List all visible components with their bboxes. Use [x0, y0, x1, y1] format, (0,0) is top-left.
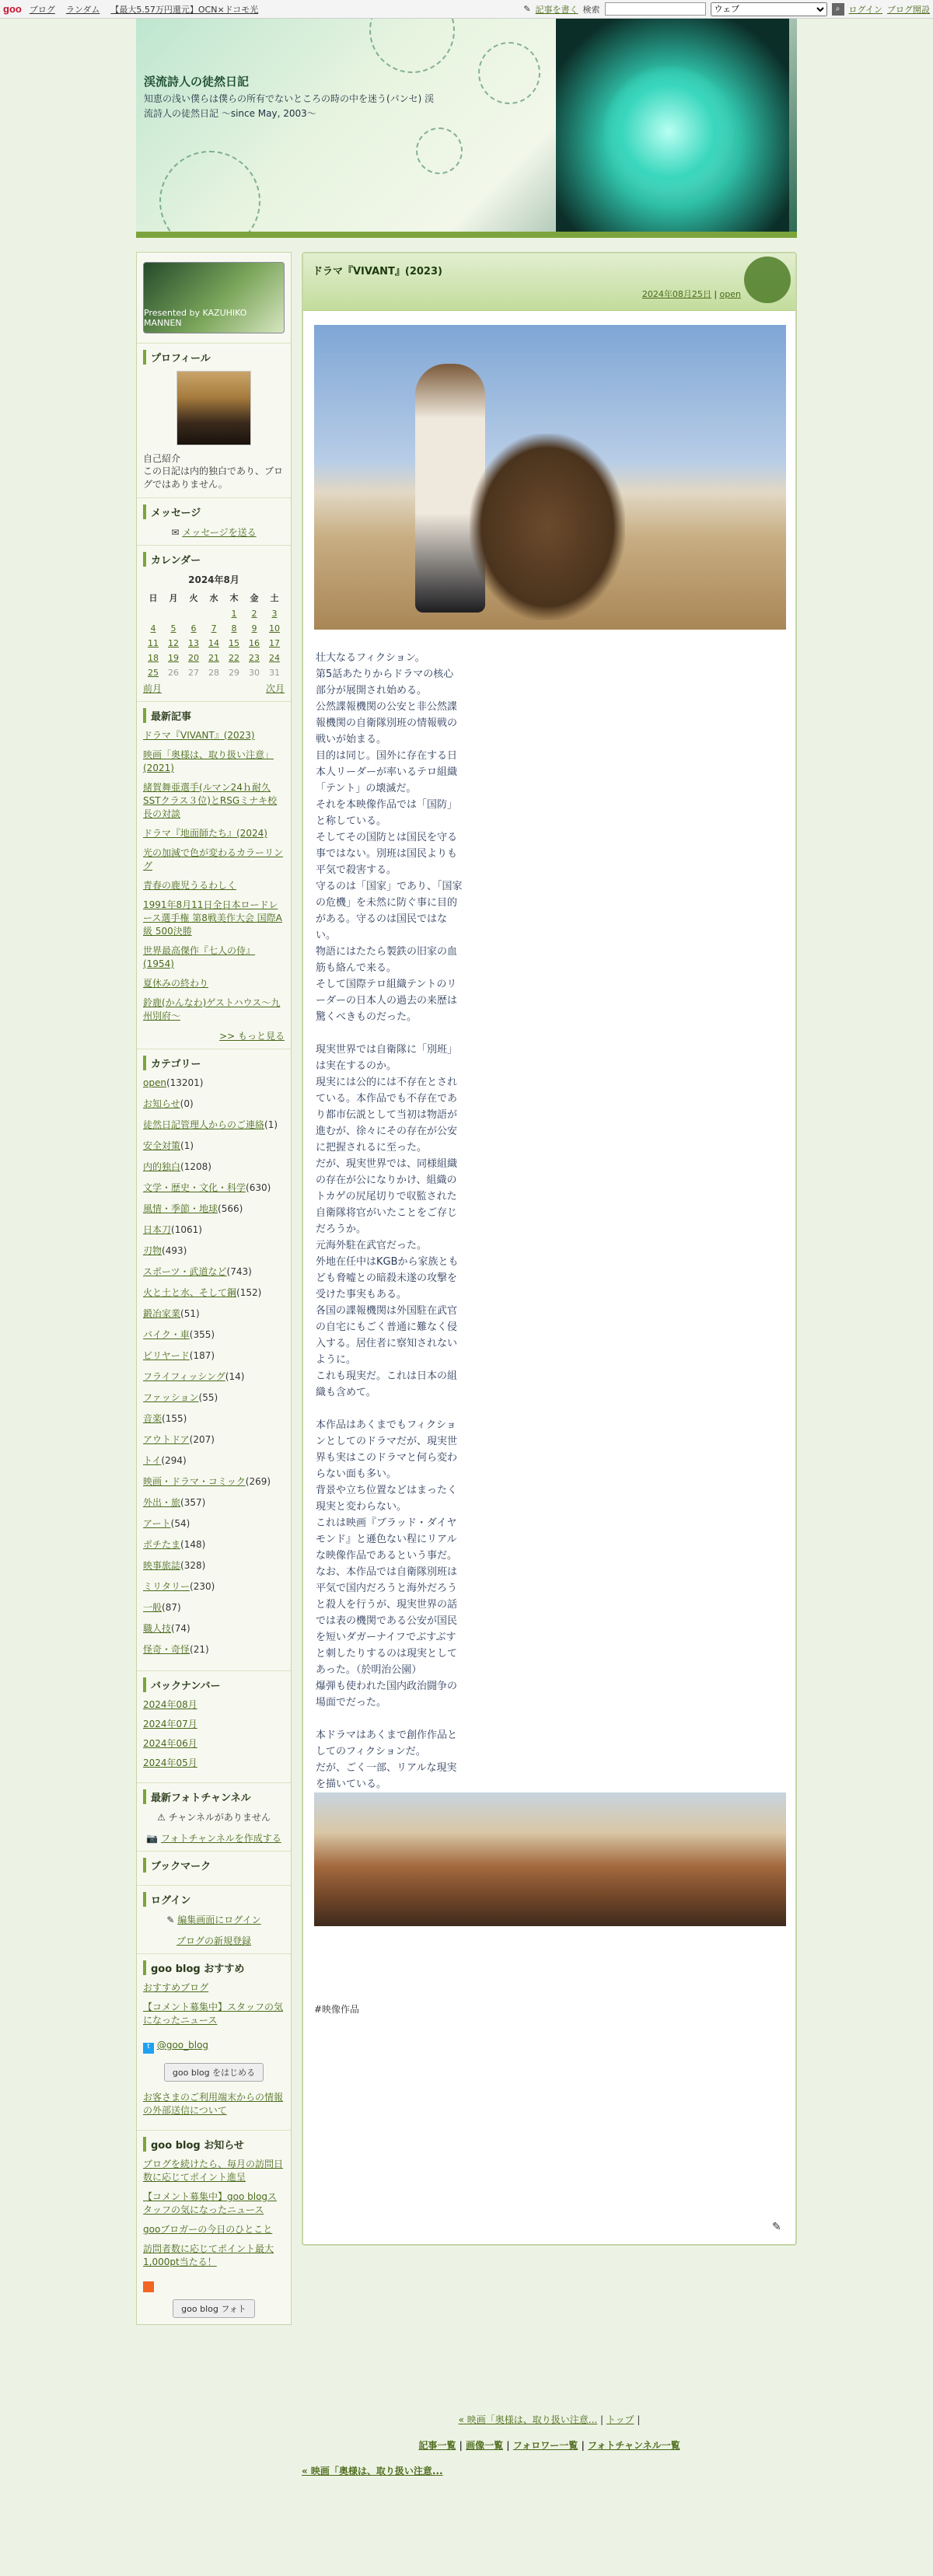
prev-article-link[interactable]: « 映画「奥様は、取り扱い注意...	[458, 2414, 598, 2425]
top-nav-bar	[0, 0, 933, 19]
category-item	[143, 1370, 285, 1384]
pager-separator: |	[637, 2414, 641, 2425]
calendar-day-link[interactable]: 23	[249, 653, 260, 663]
recommend-title: goo blog おすすめ	[143, 1960, 285, 1975]
topbar-link-blog[interactable]: ブログ	[29, 4, 55, 15]
pager	[302, 2413, 797, 2477]
category-link[interactable]: アウトドア	[143, 1434, 190, 1445]
category-link[interactable]: スポーツ・武道など	[143, 1266, 227, 1277]
calendar-day[interactable]	[264, 621, 285, 636]
profile-box	[137, 344, 291, 498]
calendar-day[interactable]	[183, 621, 204, 636]
category-count: (743)	[226, 1266, 252, 1277]
calendar-next-link[interactable]: 次月	[265, 683, 285, 694]
topbar-right	[523, 2, 930, 16]
login-register-row	[143, 1934, 285, 1947]
categories-title: カテゴリー	[143, 1056, 285, 1070]
category-count: (566)	[218, 1203, 243, 1214]
calendar-day: 29	[229, 668, 239, 678]
news-link[interactable]: gooブロガーの今日のひとこと	[143, 2224, 273, 2235]
category-count: (1061)	[171, 1224, 202, 1235]
blog-description: 知恵の浅い僕らは僕らの所有でないところの時の中を迷う(パンセ) 渓流詩人の徒然日記 〜since May, 2003〜	[144, 93, 435, 119]
category-item	[143, 1202, 285, 1216]
calendar-day-link[interactable]: 8	[231, 623, 237, 634]
entry-photo-man-camel[interactable]	[314, 325, 786, 630]
recent-article-link[interactable]: 緒賀舞亜選手(ルマン24ｈ耐久SSTクラス３位)とRSGミナキ校長の対談	[143, 782, 278, 819]
category-count: (294)	[161, 1455, 187, 1466]
news-box	[137, 2131, 291, 2324]
recent-article-link[interactable]: ドラマ『VIVANT』(2023)	[143, 730, 255, 741]
calendar-day-link[interactable]: 24	[269, 653, 280, 663]
calendar-day-link[interactable]: 11	[148, 638, 159, 648]
backnumber-title: バックナンバー	[143, 1677, 285, 1692]
category-item	[143, 1475, 285, 1489]
category-item	[143, 1161, 285, 1174]
category-item	[143, 1517, 285, 1531]
calendar-day: 31	[269, 668, 280, 678]
search-input[interactable]	[605, 2, 706, 16]
category-link[interactable]: トイ	[143, 1455, 162, 1466]
login-box	[137, 1886, 291, 1954]
warning-icon: ⚠	[157, 1812, 166, 1823]
category-item	[143, 1182, 285, 1195]
banner-image: Presented by KAZUHIKO MANNEN	[143, 262, 285, 333]
message-title: メッセージ	[143, 504, 285, 519]
recent-article-link[interactable]: 1991年8月11日全日本ロードレース選手権 第8戦美作大会 国際A級 500決勝	[143, 899, 282, 937]
category-item	[143, 1098, 285, 1111]
calendar-day	[163, 606, 183, 621]
calendar-day[interactable]	[163, 636, 183, 651]
calendar-day-link[interactable]: 19	[168, 653, 179, 663]
calendar-day[interactable]	[224, 606, 244, 621]
entry-paragraph: 本作品はあくまでもフィクションとしてのドラマだが、現実世界も実はこのドラマと何ら変わらない面も多い。 背景や立ち位置などはまったく現実と変わらない。 これは映画『ブラッド・ダイヤモンド』と遜色ない程にリアルな映像作品であるという事だ。 なお、本作品では自衛隊別班は平気で国内だろうと海外だろうと殺人を行うが、現実世界の話では表の機関である公安が国民を短いダガーナイフでぶすぶすと刺したりするのは現実としてあった。（於明治公園） 爆弾も使われた国内政治闘争の場面でだった。	[316, 1419, 458, 1709]
calendar-day-link[interactable]: 14	[208, 638, 219, 648]
start-blog-button[interactable]: goo blog をはじめる	[164, 2063, 264, 2082]
weekday: 金	[250, 593, 259, 603]
category-count: (87)	[162, 1602, 181, 1613]
calendar-day: 30	[249, 668, 260, 678]
category-link[interactable]: 映事旅誌	[143, 1560, 181, 1571]
message-box	[137, 498, 291, 546]
weekday: 火	[189, 593, 198, 603]
category-item	[143, 1433, 285, 1447]
search-scope-select[interactable]	[711, 2, 827, 16]
page-wrap	[136, 252, 797, 2576]
calendar-day-link[interactable]: 7	[211, 623, 217, 634]
category-count: (207)	[189, 1434, 215, 1445]
search-icon[interactable]: ⌕	[832, 3, 844, 16]
edit-login-link[interactable]: 編集画面にログイン	[177, 1915, 261, 1925]
category-count: (187)	[189, 1350, 215, 1361]
category-count: (152)	[236, 1287, 262, 1298]
calendar-prev-link[interactable]: 前月	[143, 683, 162, 694]
calendar-week	[143, 665, 285, 680]
recent-article-link[interactable]: ドラマ『地面師たち』(2024)	[143, 828, 267, 839]
category-count: (357)	[180, 1497, 206, 1508]
entry-category-link[interactable]: open	[719, 289, 741, 299]
category-link[interactable]: お知らせ	[143, 1098, 180, 1109]
calendar-day[interactable]	[244, 636, 264, 651]
calendar-day[interactable]	[143, 651, 163, 665]
category-link[interactable]: アート	[143, 1518, 171, 1529]
weekday: 水	[209, 593, 218, 603]
start-blog-row	[143, 2063, 285, 2082]
calendar-day[interactable]	[264, 651, 285, 665]
category-link[interactable]: open	[143, 1077, 166, 1088]
calendar-day-link[interactable]: 5	[170, 623, 176, 634]
recent-article-link[interactable]: 世界最高傑作『七人の侍』(1954)	[143, 945, 256, 969]
follower-list-link[interactable]: フォロワー一覧	[512, 2440, 578, 2451]
calendar-day: 27	[188, 668, 199, 678]
category-link[interactable]: 映画・ドラマ・コミック	[143, 1476, 246, 1487]
login-edit-row	[143, 1913, 285, 1926]
category-link[interactable]: バイク・車	[143, 1329, 190, 1340]
entry-tag[interactable]: #映像作品	[314, 2004, 360, 2015]
category-count: (155)	[162, 1413, 187, 1424]
category-count: (493)	[162, 1245, 187, 1256]
header-drink-image	[556, 19, 789, 238]
calendar-day[interactable]	[143, 636, 163, 651]
pencil-icon: ✎	[166, 1915, 175, 1925]
category-link[interactable]: 火と土と水、そして鋼	[143, 1287, 237, 1298]
blog-title[interactable]: 渓流詩人の徒然日記	[144, 75, 250, 89]
category-count: (0)	[180, 1098, 194, 1109]
category-count: (630)	[246, 1182, 271, 1193]
camera-icon: 📷	[146, 1833, 159, 1844]
calendar-day[interactable]	[264, 636, 285, 651]
category-item	[143, 1622, 285, 1635]
calendar-day[interactable]	[224, 621, 244, 636]
category-link[interactable]: 鍛冶家業	[143, 1308, 181, 1319]
category-item	[143, 1559, 285, 1572]
calendar-day[interactable]	[244, 606, 264, 621]
create-photo-channel-link[interactable]: フォトチャンネルを作成する	[161, 1833, 281, 1844]
weekday: 日	[149, 593, 158, 603]
calendar-day[interactable]	[224, 636, 244, 651]
category-link[interactable]: 文学・歴史・文化・科学	[143, 1182, 246, 1193]
header-ornament	[416, 127, 463, 174]
category-item	[143, 1538, 285, 1552]
category-link[interactable]: 音楽	[143, 1413, 162, 1424]
calendar-day: 28	[208, 668, 219, 678]
weekday: 月	[169, 593, 178, 603]
category-link[interactable]: 刃物	[143, 1245, 162, 1256]
article-list-link[interactable]: 記事一覧	[418, 2440, 456, 2451]
recent-articles-box	[137, 702, 291, 1049]
entry-body	[316, 650, 463, 1792]
entry-panel	[302, 252, 797, 2246]
recent-article-link[interactable]: 映画「奥様は、取り扱い注意」(2021)	[143, 749, 274, 773]
topbar-link-promo[interactable]: 【最大5.57万円還元】OCN×ドコモ光	[110, 4, 259, 15]
backnumber-link[interactable]: 2024年06月	[143, 1738, 197, 1749]
category-item	[143, 1244, 285, 1258]
photo-channel-title: 最新フォトチャンネル	[143, 1789, 285, 1804]
category-count: (148)	[180, 1539, 206, 1550]
category-link[interactable]: 風情・季節・地球	[143, 1203, 218, 1214]
topbar-link-random[interactable]: ランダム	[65, 4, 100, 15]
calendar-day-link[interactable]: 21	[208, 653, 219, 663]
list-links	[302, 2438, 797, 2452]
entry-paragraph: 本ドラマはあくまで創作作品としてのフィクションだ。 だが、ごく一部、リアルな現実を描いている。	[316, 1730, 458, 1790]
pager-nav	[302, 2413, 797, 2426]
categories-box	[137, 1049, 291, 1671]
more-articles-row	[143, 1029, 285, 1042]
category-count: (230)	[190, 1581, 215, 1592]
leaf-icon	[744, 257, 791, 303]
entry-photo-desert[interactable]	[314, 1792, 786, 1926]
login-title: ログイン	[143, 1892, 285, 1907]
write-article-link[interactable]: 記事を書く	[535, 4, 578, 15]
more-articles-link[interactable]: >> もっと見る	[219, 1031, 285, 1042]
entry-paragraph: 現実世界では自衛隊に「別班」は実在するのか。 現実には公的には不存在とされている。本作品でも不存在であり都市伝説として当初は物語が進むが、徐々にその存在が公安に把握されるに至った。 だが、現実世界では、同様組織の存在が公になりかけ、組織のトカゲの尻尾切りで収監された自衛隊将官がいたことをご存じだろうか。 元海外駐在武官だった。 外地在任中はKGBから家族ともども脅嘘との暗殺未遂の攻撃を受けた事実もある。 各国の諜報機関は外国駐在武官の自宅にもごく普通に難なく侵入する。居住者に察知されないように。 これも現実だ。これは日本の組織も含めて。	[316, 1044, 459, 1398]
header-ornament	[369, 19, 455, 73]
calendar-day[interactable]	[204, 636, 224, 651]
category-link[interactable]: ミリタリー	[143, 1581, 190, 1592]
weekday: 土	[270, 593, 279, 603]
category-count: (51)	[180, 1308, 200, 1319]
sidebar	[136, 252, 292, 2325]
category-count: (74)	[171, 1623, 190, 1634]
recommend-link[interactable]: おすすめブログ	[143, 1982, 209, 1993]
news-title: goo blog お知らせ	[143, 2137, 285, 2152]
backnumber-link[interactable]: 2024年07月	[143, 1719, 197, 1730]
bottom-prev-row	[302, 2464, 797, 2477]
calendar-week	[143, 651, 285, 665]
calendar-caption: 2024年8月	[188, 574, 239, 585]
category-item	[143, 1412, 285, 1426]
category-count: (14)	[225, 1371, 245, 1382]
calendar-day-link[interactable]: 13	[188, 638, 199, 648]
calendar-day-link[interactable]: 16	[249, 638, 260, 648]
calendar-weekday-row	[143, 589, 285, 606]
privacy-link[interactable]: お客さまのご利用端末からの情報の外部送信について	[143, 2092, 284, 2116]
calendar-day-link[interactable]: 18	[148, 653, 159, 663]
recent-article-link[interactable]: 光の加減で色が変わるカラーリング	[143, 847, 284, 871]
mail-icon: ✉	[171, 527, 180, 538]
category-count: (13201)	[166, 1077, 204, 1088]
category-item	[143, 1349, 285, 1363]
calendar-day	[183, 606, 204, 621]
send-message-link[interactable]: メッセージを送る	[182, 527, 257, 538]
header-ornament	[478, 42, 540, 104]
calendar-day[interactable]	[264, 606, 285, 621]
open-blog-link[interactable]: ブログ開設	[887, 4, 930, 15]
banner-box	[137, 253, 291, 344]
twitter-row	[143, 2040, 285, 2054]
avatar[interactable]	[176, 371, 251, 445]
image-list-link[interactable]: 画像一覧	[466, 2440, 504, 2451]
calendar-day-link[interactable]: 22	[229, 653, 239, 663]
category-link[interactable]: ポチたま	[143, 1539, 181, 1550]
recent-article-link[interactable]: 青春の鹿児うるわしく	[143, 880, 237, 891]
calendar-day: 26	[168, 668, 179, 678]
calendar-day-link[interactable]: 4	[150, 623, 156, 634]
calendar-day[interactable]	[244, 651, 264, 665]
category-item	[143, 1140, 285, 1153]
calendar-day-link[interactable]: 1	[231, 609, 237, 619]
pager-separator: |	[581, 2440, 588, 2451]
pager-separator: |	[459, 2440, 466, 2451]
rss-icon[interactable]	[143, 2281, 285, 2295]
profile-intro: この日記は内的独白であり、ブログではありません。	[143, 466, 284, 490]
entry-date-link[interactable]: 2024年08月25日	[641, 289, 711, 299]
calendar-day-link[interactable]: 12	[168, 638, 179, 648]
calendar-week	[143, 621, 285, 636]
calendar-day[interactable]	[143, 621, 163, 636]
category-item	[143, 1643, 285, 1656]
entry-header	[303, 253, 795, 311]
news-link[interactable]: ブログを続けたら、毎月の訪問日数に応じてポイント進呈	[143, 2159, 284, 2183]
calendar-day[interactable]	[224, 651, 244, 665]
category-link[interactable]: 職人技	[143, 1623, 172, 1634]
calendar-day-link[interactable]: 17	[269, 638, 280, 648]
recommend-link[interactable]: 【コメント募集中】スタッフの気になったニュース	[143, 2002, 284, 2026]
calendar-day[interactable]	[204, 651, 224, 665]
pager-separator: |	[600, 2414, 606, 2425]
category-item	[143, 1223, 285, 1237]
photo-channel-create-row	[143, 1831, 285, 1845]
message-row	[143, 525, 285, 539]
category-link[interactable]: フライフィッシング	[143, 1371, 225, 1382]
category-count: (54)	[170, 1518, 190, 1529]
pager-separator: |	[506, 2440, 513, 2451]
calendar-week	[143, 606, 285, 621]
recommend-box	[137, 1954, 291, 2131]
calendar-day[interactable]	[163, 651, 183, 665]
calendar-day-link[interactable]: 2	[251, 609, 257, 619]
login-link[interactable]: ログイン	[848, 4, 882, 15]
profile-intro-label: 自己紹介	[143, 453, 181, 464]
calendar-day-link[interactable]: 6	[190, 623, 197, 634]
calendar-day	[143, 606, 163, 621]
entry-paragraph: 壮大なるフィクション。 第5話あたりからドラマの核心部分が展開され始める。 公然諜報機関の公安と非公然諜報機関の自衛隊別班の情報戦の戦いが始まる。 目的は同じ。国外に存在する日本人リーダーが率いるテロ組織「テント」の壊滅だ。 それを本映像作品では「国防」と称している。 そしてその国防とは国民を守る事ではない。別班は国民よりも平気で殺害する。 守るのは「国家」であり、「国家の危機」を未然に防ぐ事に目的がある。守るのは国民ではない。 物語にはたたら製鉄の旧家の血筋も絡んで来る。 そして国際テロ組織テントのリーダーの日本人の過去の来歴は驚くべきものだった。	[316, 652, 463, 1023]
calendar-day[interactable]	[143, 665, 163, 680]
category-item	[143, 1601, 285, 1614]
calendar-box	[137, 546, 291, 702]
category-count: (1)	[264, 1119, 278, 1130]
edit-icon[interactable]: ✎	[772, 2221, 781, 2233]
calendar-day-link[interactable]: 20	[188, 653, 199, 663]
twitter-link[interactable]: @goo_blog	[156, 2040, 209, 2051]
pencil-icon: ✎	[523, 4, 531, 14]
category-item	[143, 1391, 285, 1405]
category-link[interactable]: ビリヤード	[143, 1350, 190, 1361]
category-item	[143, 1265, 285, 1279]
news-link[interactable]: 訪問者数に応じてポイント最大1,000pt当たる！	[143, 2243, 274, 2267]
category-link[interactable]: 日本刀	[143, 1224, 172, 1235]
calendar-day-link[interactable]: 9	[251, 623, 257, 634]
bottom-prev-article-link[interactable]: « 映画「奥様は、取り扱い注意...	[302, 2466, 443, 2477]
backnumber-link[interactable]: 2024年08月	[143, 1699, 197, 1710]
category-link[interactable]: ファッション	[143, 1392, 199, 1403]
blog-header	[136, 19, 797, 238]
calendar-day-link[interactable]: 3	[271, 609, 278, 619]
calendar-day-link[interactable]: 15	[229, 638, 239, 648]
photo-channel-none-row	[143, 1810, 285, 1824]
top-link[interactable]: トップ	[606, 2414, 634, 2425]
twitter-icon: t	[143, 2043, 154, 2054]
photo-channel-box	[137, 1783, 291, 1852]
category-item	[143, 1328, 285, 1342]
calendar-day[interactable]	[163, 621, 183, 636]
photo-camel	[470, 434, 625, 620]
category-count: (269)	[245, 1476, 271, 1487]
category-link[interactable]: 内的独白	[143, 1161, 181, 1172]
bookmark-title: ブックマーク	[143, 1858, 285, 1873]
category-item	[143, 1077, 285, 1090]
backnumber-box	[137, 1671, 291, 1783]
calendar-table	[143, 573, 285, 680]
category-link[interactable]: 安全対策	[143, 1140, 181, 1151]
category-link[interactable]: 徒然日記管理人からのご連絡	[143, 1119, 265, 1130]
goo-logo[interactable]: goo	[3, 3, 22, 15]
category-link[interactable]: 外出・旅	[143, 1497, 181, 1508]
category-count: (355)	[189, 1329, 215, 1340]
recent-article-link[interactable]: 夏休みの終わり	[143, 978, 209, 989]
entry-meta	[642, 288, 741, 300]
category-item	[143, 1454, 285, 1468]
meta-separator: |	[714, 289, 720, 299]
category-link[interactable]: 怪奇・奇怪	[143, 1644, 190, 1655]
category-count: (1)	[180, 1140, 194, 1151]
category-item	[143, 1286, 285, 1300]
calendar-day[interactable]	[183, 636, 204, 651]
calendar-day[interactable]	[204, 621, 224, 636]
entry-title[interactable]: ドラマ『VIVANT』(2023)	[313, 266, 442, 277]
photo-channel-none: チャンネルがありません	[168, 1812, 271, 1823]
category-count: (328)	[180, 1560, 206, 1571]
calendar-title: カレンダー	[143, 552, 285, 567]
category-item	[143, 1307, 285, 1321]
goo-blog-photo-button[interactable]: goo blog フォト	[173, 2299, 255, 2318]
category-item	[143, 1580, 285, 1593]
search-label: 検索	[582, 4, 600, 15]
calendar-day	[204, 606, 224, 621]
calendar-nav	[143, 682, 285, 695]
calendar-day-link[interactable]: 10	[269, 623, 280, 634]
calendar-day[interactable]	[244, 621, 264, 636]
header-ornament	[159, 151, 260, 238]
news-link[interactable]: 【コメント募集中】goo blogスタッフの気になったニュース	[143, 2191, 278, 2215]
calendar-week	[143, 636, 285, 651]
category-item	[143, 1496, 285, 1510]
recent-articles-title: 最新記事	[143, 708, 285, 723]
category-count: (1208)	[180, 1161, 211, 1172]
category-count: (21)	[190, 1644, 209, 1655]
weekday: 木	[229, 593, 239, 603]
backnumber-link[interactable]: 2024年05月	[143, 1757, 197, 1768]
category-link[interactable]: 一般	[143, 1602, 162, 1613]
category-item	[143, 1119, 285, 1132]
recent-article-link[interactable]: 鈴鹿(かんなわ)ゲストハウス〜九州別府〜	[143, 997, 281, 1021]
bookmark-box	[137, 1852, 291, 1886]
calendar-day-link[interactable]: 25	[148, 668, 159, 678]
register-blog-link[interactable]: ブログの新規登録	[176, 1935, 251, 1946]
profile-title: プロフィール	[143, 350, 285, 365]
category-count: (55)	[198, 1392, 218, 1403]
photo-button-row	[143, 2299, 285, 2318]
calendar-day[interactable]	[183, 651, 204, 665]
photo-channel-list-link[interactable]: フォトチャンネル一覧	[588, 2440, 680, 2451]
